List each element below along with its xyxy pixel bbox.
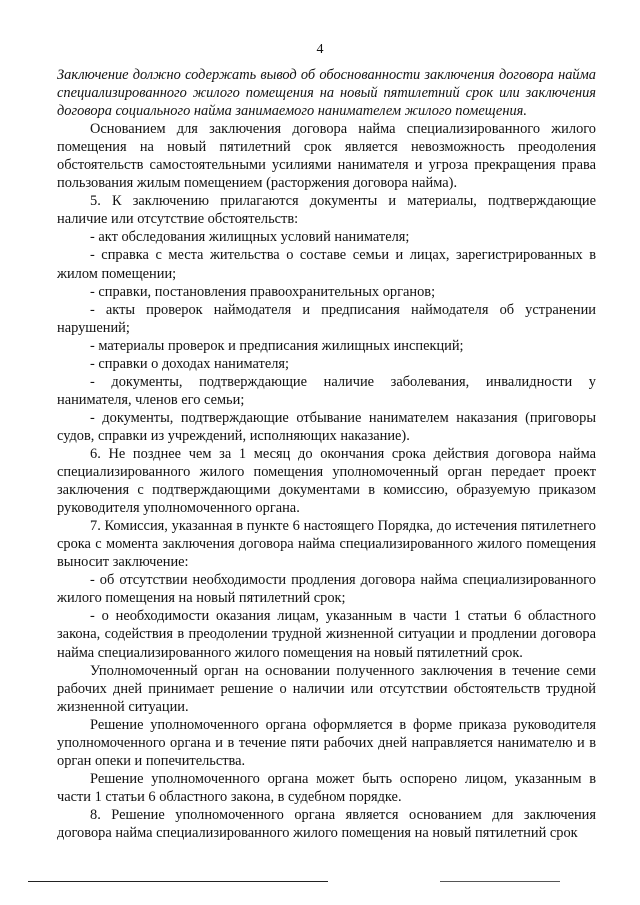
- document-body: [57, 66, 596, 842]
- footer-divider: [28, 881, 328, 882]
- list-item-income-certificates: - справки о доходах нанимателя;: [90, 355, 290, 372]
- paragraph-decision-appeal: Решение уполномоченного органа может быть оспорено лицом, указанным в части 1 статьи 6 областного закона, в судебном порядке.: [57, 770, 596, 805]
- list-item-inspection-act: - акт обследования жилищных условий нанимателя;: [90, 229, 410, 246]
- paragraph-decision-form: Решение уполномоченного органа оформляется в форме приказа руководителя уполномоченного органа и в течение пяти рабочих дней направляется нанимателю и в орган опеки и попечительства.: [57, 716, 596, 769]
- paragraph-item-7: 7. Комиссия, указанная в пункте 6 настоящего Порядка, до истечения пятилетнего срока с момента заключения договора найма специализированного жилого помещения выносит заключение:: [57, 518, 596, 571]
- list-item-law-enforcement: - справки, постановления правоохранительных органов;: [90, 283, 436, 300]
- list-item-no-extension: - об отсутствии необходимости продления договора найма специализированного жилого помещения на новый пятилетний срок;: [57, 572, 596, 607]
- page-number: 4: [316, 42, 324, 57]
- list-item-disability-documents: - документы, подтверждающие наличие заболевания, инвалидности у нанимателя, членов его семьи;: [57, 373, 596, 408]
- paragraph-decision-timing: Уполномоченный орган на основании полученного заключения в течение семи рабочих дней принимает решение о наличии или отсутствии обстоятельств трудной жизненной ситуации.: [57, 662, 596, 715]
- paragraph-conclusion-requirement: Заключение должно содержать вывод об обоснованности заключения договора найма специализированного жилого помещения на новый пятилетний срок или заключения договора социального найма занимаемого нанимателем жилого помещения.: [57, 67, 596, 120]
- list-item-assistance-extension: - о необходимости оказания лицам, указанным в части 1 статьи 6 областного закона, содействия в преодолении трудной жизненной ситуации и продлении договора найма специализированного жилого помещения на новый пятилетний срок.: [57, 608, 596, 661]
- list-item-sentence-documents: - документы, подтверждающие отбывание нанимателем наказания (приговоры судов, справки из учреждений, исполняющих наказание).: [57, 409, 596, 444]
- paragraph-item-8: 8. Решение уполномоченного органа является основанием для заключения договора найма специализированного жилого помещения на новый пятилетний срок: [57, 806, 596, 841]
- footer-divider-right: [440, 881, 560, 882]
- list-item-landlord-acts: - акты проверок наймодателя и предписания наймодателя об устранении нарушений;: [57, 301, 596, 336]
- paragraph-item-6: 6. Не позднее чем за 1 месяц до окончания срока действия договора найма специализированного жилого помещения уполномоченный орган передает проект заключения с подтверждающими документами в комиссию, образуемую приказом руководителя уполномоченного органа.: [57, 445, 596, 517]
- list-item-residence-certificate: - справка с места жительства о составе семьи и лицах, зарегистрированных в жилом помещении;: [57, 247, 596, 282]
- paragraph-item-5: 5. К заключению прилагаются документы и материалы, подтверждающие наличие или отсутствие обстоятельств:: [57, 193, 596, 228]
- list-item-housing-inspections: - материалы проверок и предписания жилищных инспекций;: [90, 337, 464, 354]
- paragraph-basis: Основанием для заключения договора найма специализированного жилого помещения на новый пятилетний срок является невозможность преодоления обстоятельств самостоятельными усилиями нанимателя и угроза прекращения права пользования жилым помещением (расторжения договора найма).: [57, 121, 596, 192]
